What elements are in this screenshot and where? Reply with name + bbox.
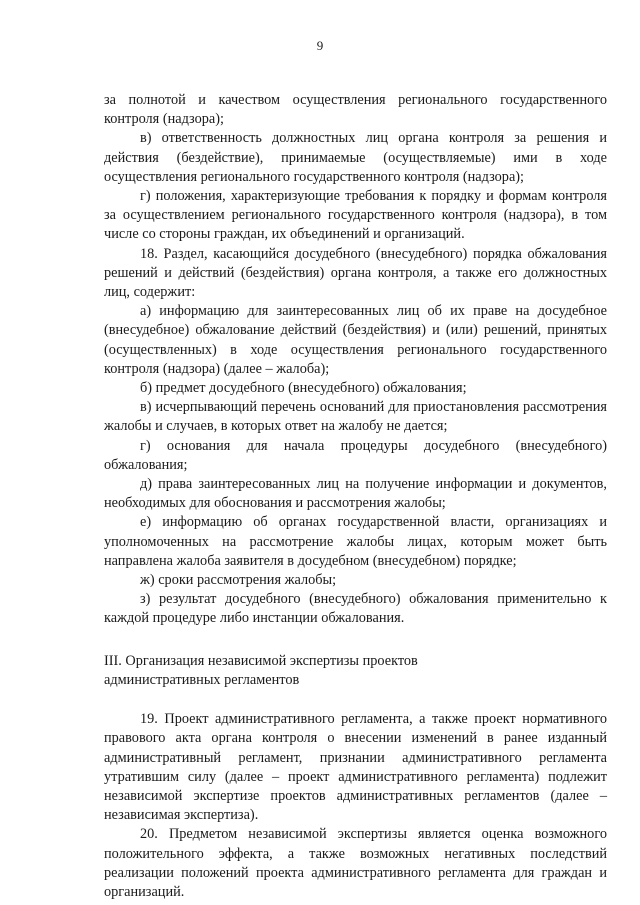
paragraph: 20. Предметом независимой экспертизы является оценка возможного положительного эффекта, а также возможных негативных последствий реализации положений проекта административного регламента для граждан и организаций.	[104, 826, 607, 900]
paragraphs-before	[104, 91, 607, 629]
section-heading-line-1: III. Организация независимой экспертизы проектов	[104, 652, 418, 669]
paragraph: г) положения, характеризующие требования к порядку и формам контроля за осуществлением регионального государственного контроля (надзора), в том числе со стороны граждан, их объединений и организаций.	[104, 188, 607, 243]
document-body	[104, 91, 607, 902]
paragraph: за полнотой и качеством осуществления регионального государственного контроля (надзора);	[104, 92, 607, 128]
paragraph: з) результат досудебного (внесудебного) обжалования применительно к каждой процедуре либо инстанции обжалования.	[104, 591, 607, 627]
paragraph: а) информацию для заинтересованных лиц об их праве на досудебное (внесудебное) обжалование действий (бездействия) и (или) решений, принятых (осуществленных) в ходе осуществления регионального государственного контроля (надзора) (далее – жалоба);	[104, 303, 607, 377]
spacer	[104, 629, 607, 652]
section-heading-line-2: административных регламентов	[104, 671, 300, 688]
paragraph: в) исчерпывающий перечень оснований для приостановления рассмотрения жалобы и случаев, в которых ответ на жалобу не дается;	[104, 399, 607, 435]
paragraph: в) ответственность должностных лиц органа контроля за решения и действия (бездействие), принимаемые (осуществляемые) ими в ходе осуществления регионального государственного контроля (надзора);	[104, 130, 607, 185]
paragraph: ж) сроки рассмотрения жалобы;	[140, 572, 337, 589]
paragraph: б) предмет досудебного (внесудебного) обжалования;	[140, 380, 467, 397]
spacer	[104, 690, 607, 710]
page-number: 9	[316, 38, 324, 53]
paragraph: г) основания для начала процедуры досудебного (внесудебного) обжалования;	[104, 437, 607, 473]
section-heading	[104, 652, 607, 690]
paragraph: 19. Проект административного регламента, а также проект нормативного правового акта органа контроля о внесении изменений в ранее изданный административный регламент, признании административного регламента утратившим силу (далее – проект административного регламента) подлежит независимой экспертизе проектов административных регламентов (далее – независимая экспертиза).	[104, 711, 607, 824]
paragraphs-after	[104, 710, 607, 902]
paragraph: 18. Раздел, касающийся досудебного (внесудебного) порядка обжалования решений и действий (бездействия) органа контроля, а также его должностных лиц, содержит:	[104, 245, 607, 301]
paragraph: д) права заинтересованных лиц на получение информации и документов, необходимых для обоснования и рассмотрения жалобы;	[104, 476, 607, 512]
paragraph: е) информацию об органах государственной власти, организациях и уполномоченных на рассмотрение жалобы лицах, которым может быть направлена жалоба заявителя в досудебном (внесудебном) порядке;	[104, 514, 607, 569]
